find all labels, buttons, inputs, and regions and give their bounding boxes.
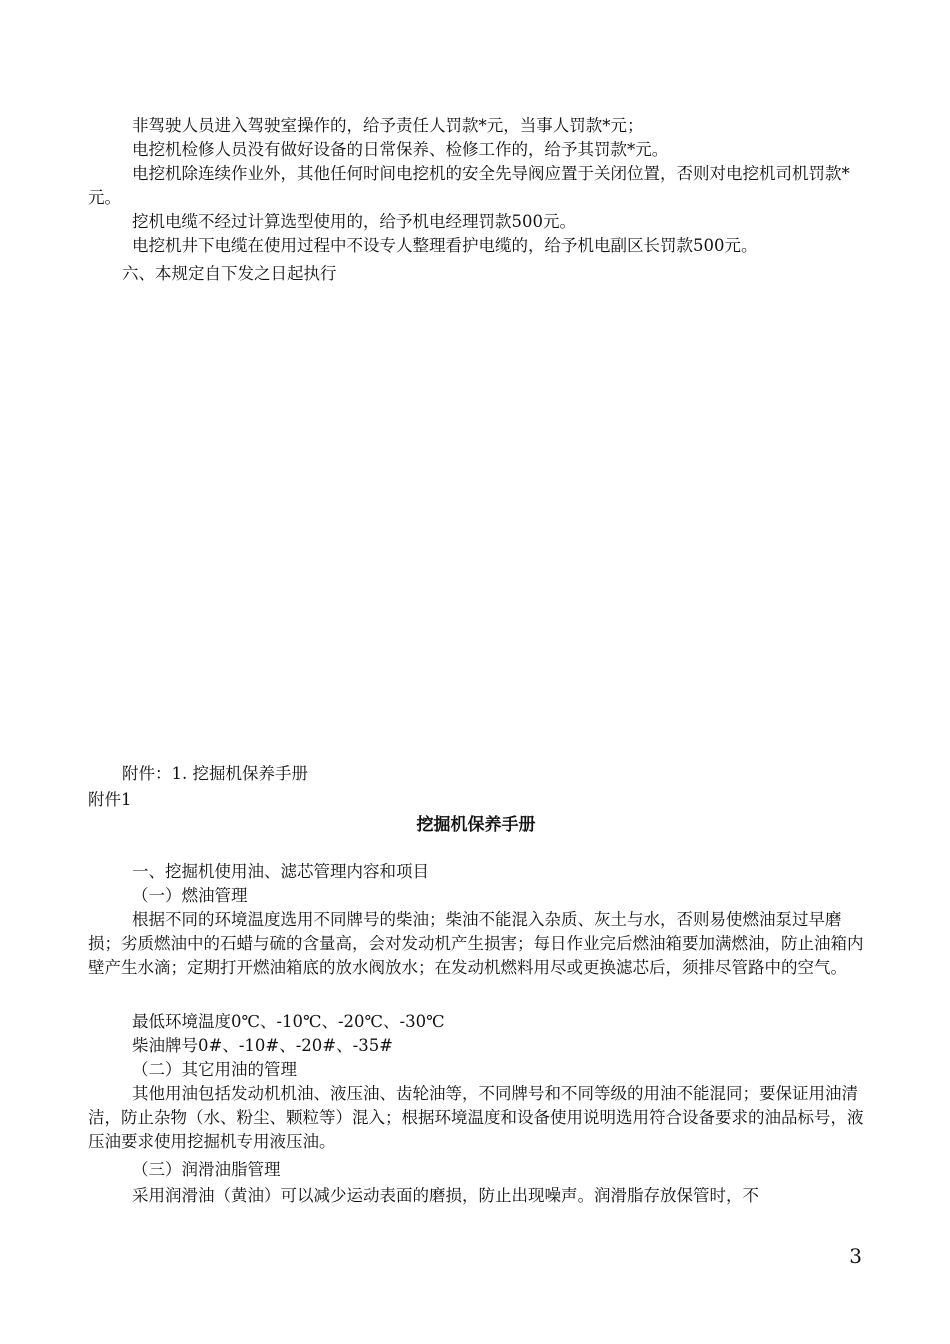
attachment-label: 附件1 <box>88 790 132 809</box>
attachment-reference: 附件：1. 挖掘机保养手册 <box>122 764 308 783</box>
effective-date-clause: 六、本规定自下发之日起执行 <box>122 264 337 283</box>
section-heading: 一、挖掘机使用油、滤芯管理内容和项目 <box>132 862 429 881</box>
paragraph-grease: 采用润滑油（黄油）可以减少运动表面的磨损，防止出现噪声。润滑脂存放保管时，不 <box>132 1186 759 1205</box>
rule-cable-care: 电挖机井下电缆在使用过程中不设专人整理看护电缆的，给予机电副区长罚款500元。 <box>132 236 758 255</box>
rule-cable-selection: 挖机电缆不经过计算选型使用的，给予机电经理罚款500元。 <box>132 212 576 231</box>
paragraph-other-oil: 其他用油包括发动机机油、液压油、齿轮油等，不同牌号和不同等级的用油不能混同；要保证用油清洁，防止杂物（水、粉尘、颗粒等）混入；根据环境温度和设备使用说明选用符合设备要求的油品标号，液压油要求使用挖掘机专用液压油。 <box>88 1084 864 1151</box>
diesel-grade-list: 柴油牌号0#、-10#、-20#、-35# <box>132 1036 394 1055</box>
rule-maintenance: 电挖机检修人员没有做好设备的日常保养、检修工作的，给予其罚款*元。 <box>132 140 669 159</box>
rule-pilot-valve: 电挖机除连续作业外，其他任何时间电挖机的安全先导阀应置于关闭位置，否则对电挖机司机罚款*元。 <box>88 164 850 207</box>
manual-title: 挖掘机保养手册 <box>416 815 536 835</box>
rule-non-driver: 非驾驶人员进入驾驶室操作的，给予责任人罚款*元，当事人罚款*元； <box>132 116 644 135</box>
paragraph-fuel: 根据不同的环境温度选用不同牌号的柴油；柴油不能混入杂质、灰土与水，否则易使燃油泵过早磨损；劣质燃油中的石蜡与硫的含量高，会对发动机产生损害；每日作业完后燃油箱要加满燃油，防止油箱内壁产生水滴；定期打开燃油箱底的放水阀放水；在发动机燃料用尽或更换滤芯后，须排尽管路中的空气。 <box>88 910 864 977</box>
temperature-list: 最低环境温度0℃、-10℃、-20℃、-30℃ <box>132 1012 445 1031</box>
page-number: 3 <box>849 1244 862 1268</box>
subsection-grease: （三）润滑油脂管理 <box>132 1160 281 1179</box>
subsection-other-oil: （二）其它用油的管理 <box>132 1060 297 1079</box>
subsection-fuel: （一）燃油管理 <box>132 886 248 905</box>
